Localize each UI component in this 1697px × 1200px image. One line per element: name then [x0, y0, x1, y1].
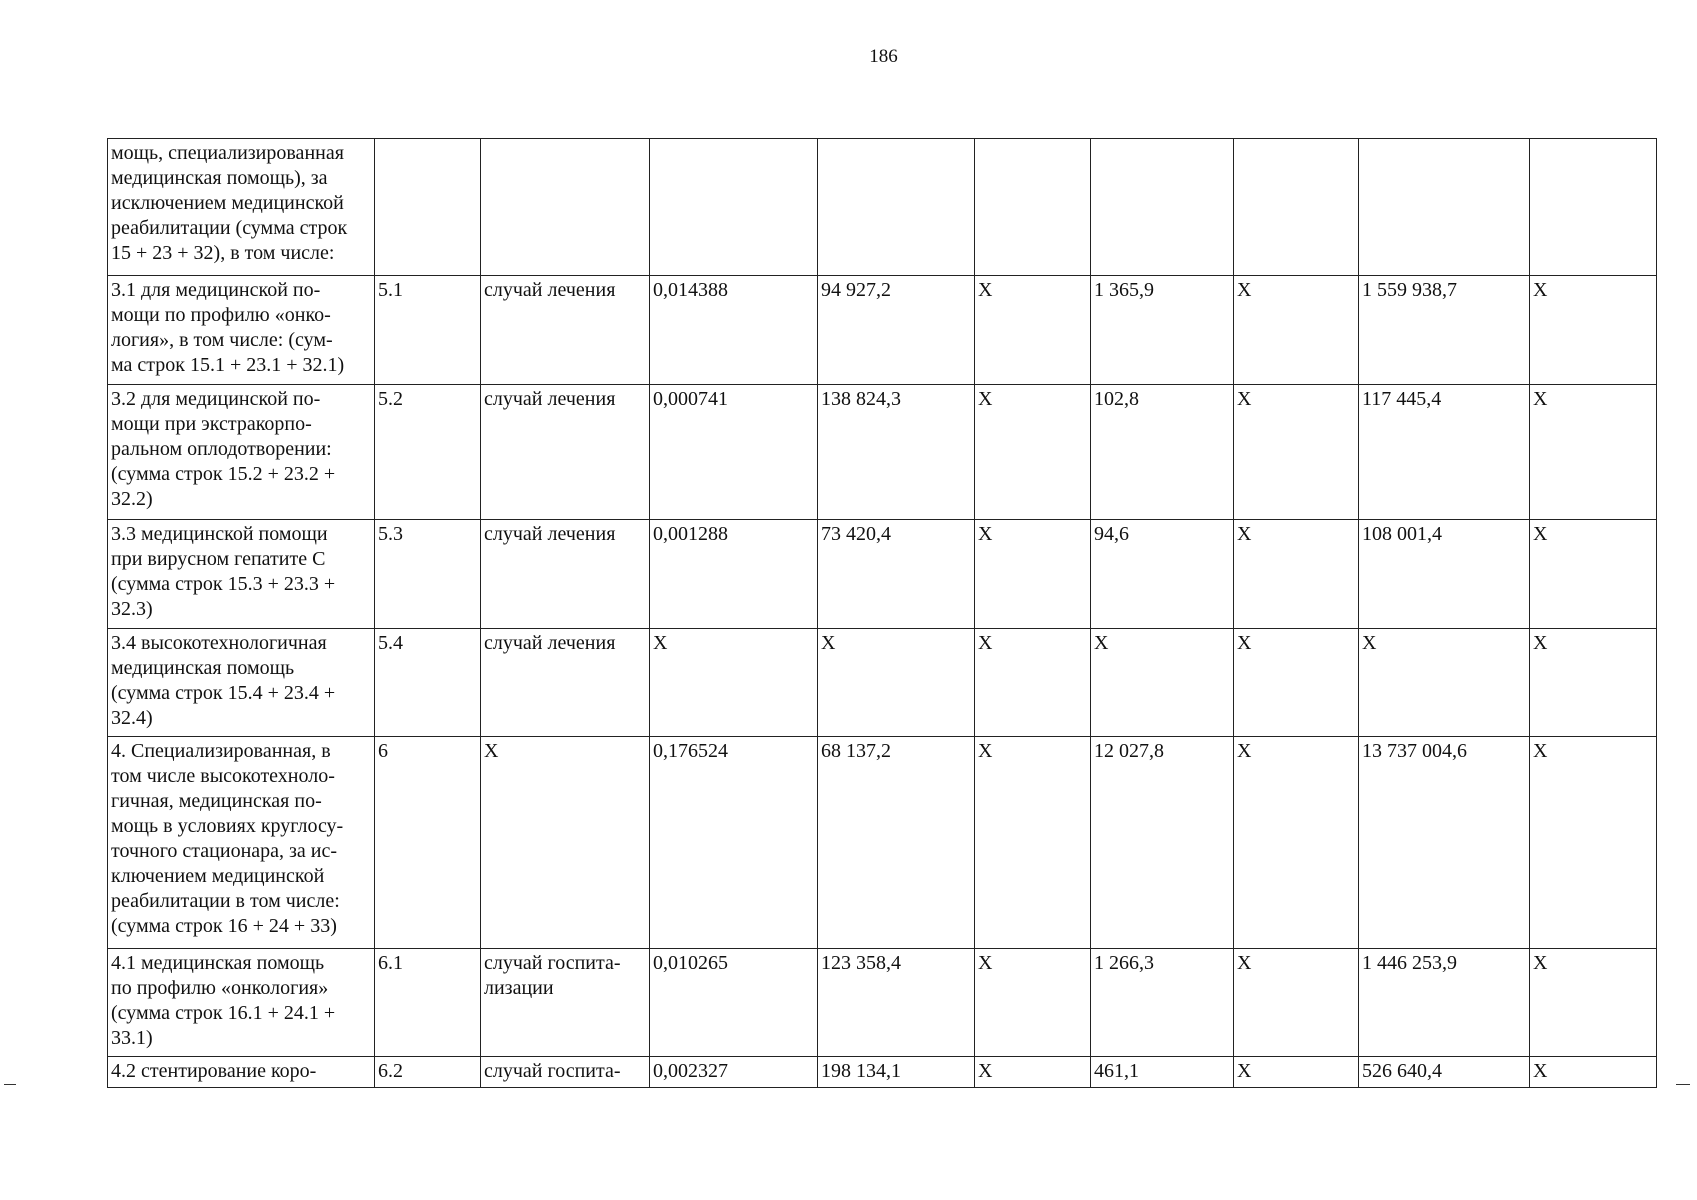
table-cell-description: 3.1 для медицинской по- мощи по профилю «онко- логия», в том числе: (сум- ма строк 15.1 + 23.1 + 32.1): [108, 276, 375, 385]
table-cell-value: 73 420,4: [818, 520, 975, 629]
table-cell-description: 3.3 медицинской помощи при вирусном гепатите С (сумма строк 15.3 + 23.3 + 32.3): [108, 520, 375, 629]
table-cell-value: [1530, 139, 1657, 276]
table-body: [108, 139, 1657, 1088]
table-cell-value: X: [1530, 385, 1657, 520]
table-row: [108, 520, 1657, 629]
table-row: [108, 949, 1657, 1057]
table-cell-value: X: [1234, 520, 1359, 629]
table-cell-value: 123 358,4: [818, 949, 975, 1057]
table-cell-value: 94 927,2: [818, 276, 975, 385]
scan-mark-left: [4, 1084, 16, 1085]
table-cell-value: X: [1530, 629, 1657, 737]
table-cell-unit: случай госпита- лизации: [481, 949, 650, 1057]
table-cell-value: X: [975, 949, 1091, 1057]
table-cell-value: X: [1234, 949, 1359, 1057]
table-row: [108, 737, 1657, 949]
table-cell-value: [1359, 139, 1530, 276]
table-cell-value: X: [1234, 737, 1359, 949]
table-cell-description: мощь, специализированная медицинская помощь), за исключением медицинской реабилитации (сумма строк 15 + 23 + 32), в том числе:: [108, 139, 375, 276]
page-number: 186: [869, 46, 898, 67]
table-cell-value: X: [1530, 520, 1657, 629]
table-cell-value: 0,014388: [650, 276, 818, 385]
table-cell-value: 1 365,9: [1091, 276, 1234, 385]
table-row: [108, 139, 1657, 276]
table-cell-value: 13 737 004,6: [1359, 737, 1530, 949]
table-cell-value: 1 446 253,9: [1359, 949, 1530, 1057]
table-cell-unit: X: [481, 737, 650, 949]
table-cell-unit: [481, 139, 650, 276]
table-cell-value: X: [818, 629, 975, 737]
table-cell-row-number: [375, 139, 481, 276]
table-cell-description: 4. Специализированная, в том числе высокотехноло- гичная, медицинская по- мощь в условиях круглосу- точного стационара, за ис- ключением медицинской реабилитации в том числе: (сумма строк 16 + 24 + 33): [108, 737, 375, 949]
table-row: [108, 629, 1657, 737]
table-cell-description: 3.2 для медицинской по- мощи при экстракорпо- ральном оплодотворении: (сумма строк 15.2 + 23.2 + 32.2): [108, 385, 375, 520]
table-cell-value: X: [1234, 385, 1359, 520]
table-cell-value: X: [1359, 629, 1530, 737]
table-cell-row-number: 5.2: [375, 385, 481, 520]
table-cell-value: 1 559 938,7: [1359, 276, 1530, 385]
table-cell-row-number: 5.4: [375, 629, 481, 737]
table-cell-row-number: 6.1: [375, 949, 481, 1057]
table-row: [108, 385, 1657, 520]
table-cell-value: X: [975, 385, 1091, 520]
table-cell-value: X: [975, 737, 1091, 949]
table-cell-value: X: [1530, 949, 1657, 1057]
table-cell-unit: случай лечения: [481, 276, 650, 385]
table-cell-value: 108 001,4: [1359, 520, 1530, 629]
table-cell-description: 4.1 медицинская помощь по профилю «онкология» (сумма строк 16.1 + 24.1 + 33.1): [108, 949, 375, 1057]
table-cell-row-number: 6.2: [375, 1057, 481, 1088]
table-cell-value: X: [1234, 1057, 1359, 1088]
table-cell-row-number: 5.3: [375, 520, 481, 629]
table-cell-value: 117 445,4: [1359, 385, 1530, 520]
table-cell-value: 198 134,1: [818, 1057, 975, 1088]
table-cell-description: 3.4 высокотехнологичная медицинская помощь (сумма строк 15.4 + 23.4 + 32.4): [108, 629, 375, 737]
table-cell-unit: случай лечения: [481, 385, 650, 520]
table-cell-value: 526 640,4: [1359, 1057, 1530, 1088]
table-cell-value: X: [650, 629, 818, 737]
table-cell-value: X: [1530, 276, 1657, 385]
table-cell-value: X: [975, 276, 1091, 385]
table-cell-unit: случай госпита-: [481, 1057, 650, 1088]
table-cell-value: X: [975, 520, 1091, 629]
table-cell-value: 461,1: [1091, 1057, 1234, 1088]
table-cell-value: 0,002327: [650, 1057, 818, 1088]
table-cell-row-number: 6: [375, 737, 481, 949]
scan-mark-right: [1676, 1084, 1690, 1085]
table-cell-value: 0,000741: [650, 385, 818, 520]
table-cell-unit: случай лечения: [481, 629, 650, 737]
table-cell-value: X: [1091, 629, 1234, 737]
table-cell-value: X: [1530, 1057, 1657, 1088]
table-cell-row-number: 5.1: [375, 276, 481, 385]
table-cell-value: [1234, 139, 1359, 276]
table-row: [108, 276, 1657, 385]
table-cell-value: 0,176524: [650, 737, 818, 949]
table-cell-value: [650, 139, 818, 276]
table-cell-value: 1 266,3: [1091, 949, 1234, 1057]
table-cell-value: X: [975, 1057, 1091, 1088]
data-table: [107, 138, 1657, 1088]
table-cell-value: X: [1234, 276, 1359, 385]
table-cell-value: X: [975, 629, 1091, 737]
table-cell-value: 0,010265: [650, 949, 818, 1057]
table-cell-value: 138 824,3: [818, 385, 975, 520]
table-cell-value: [818, 139, 975, 276]
table-cell-value: 94,6: [1091, 520, 1234, 629]
table-cell-value: X: [1234, 629, 1359, 737]
table-cell-value: [1091, 139, 1234, 276]
table-cell-value: 0,001288: [650, 520, 818, 629]
table-cell-unit: случай лечения: [481, 520, 650, 629]
table-cell-description: 4.2 стентирование коро-: [108, 1057, 375, 1088]
table-cell-value: 102,8: [1091, 385, 1234, 520]
table-cell-value: 68 137,2: [818, 737, 975, 949]
table-row: [108, 1057, 1657, 1088]
table-cell-value: 12 027,8: [1091, 737, 1234, 949]
table-cell-value: [975, 139, 1091, 276]
table-cell-value: X: [1530, 737, 1657, 949]
